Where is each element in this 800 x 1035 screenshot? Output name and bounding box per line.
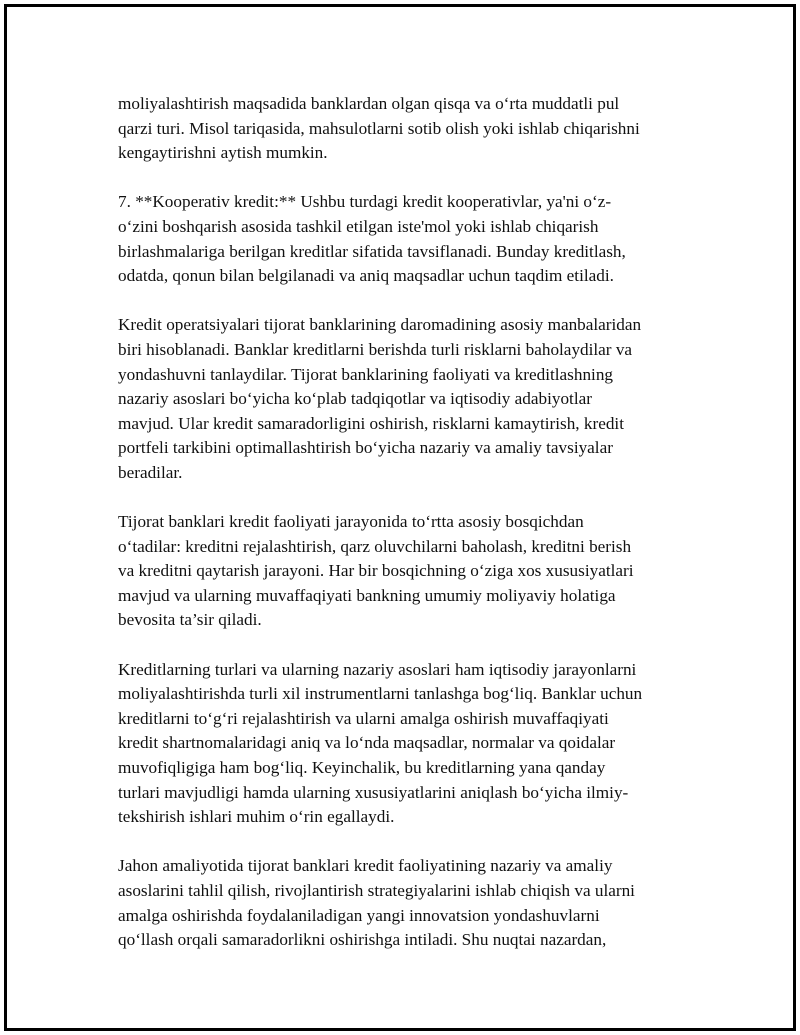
text-line: birlashmalariga berilgan kreditlar sifatida tavsiflanadi. Bunday kreditlash, [118, 241, 626, 261]
text-line: nazariy asoslari bo‘yicha ko‘plab tadqiqotlar va iqtisodiy adabiyotlar [118, 389, 592, 409]
text-line: odatda, qonun bilan belgilanadi va aniq maqsadlar uchun taqdim etiladi. [118, 266, 614, 286]
text-line: biri hisoblanadi. Banklar kreditlarni berishda turli risklarni baholaydilar va [118, 339, 633, 359]
text-line: bevosita ta’sir qiladi. [118, 610, 262, 630]
text-line: portfeli tarkibini optimallashtirish bo‘yicha nazariy va amaliy tavsiyalar [118, 438, 613, 458]
text-line: Jahon amaliyotida tijorat banklari kredit faoliyatining nazariy va amaliy [118, 856, 613, 876]
text-line: moliyalashtirish maqsadida banklardan olgan qisqa va o‘rta muddatli pul [118, 94, 620, 113]
text-line: Kredit operatsiyalari tijorat banklarining daromadining asosiy manbalaridan [118, 315, 642, 335]
text-line: tekshirish ishlari muhim o‘rin egallaydi. [118, 807, 395, 827]
text-line: kredit shartnomalaridagi aniq va lo‘nda maqsadlar, normalar va qoidalar [118, 733, 616, 753]
text-line: amalga oshirishda foydalaniladigan yangi innovatsion yondashuvlarni [118, 905, 600, 925]
text-line: mavjud va ularning muvaffaqiyati bankning umumiy moliyaviy holatiga [118, 585, 616, 605]
text-line: moliyalashtirishda turli xil instrumentlarni tanlashga bog‘liq. Banklar uchun [118, 684, 643, 704]
text-line: muvofiqligiga ham bog‘liq. Keyinchalik, bu kreditlarning yana qanday [118, 758, 606, 778]
text-line: mavjud. Ular kredit samaradorligini oshirish, risklarni kamaytirish, kredit [118, 413, 624, 433]
text-line: asoslarini tahlil qilish, rivojlantirish strategiyalarini ishlab chiqish va ularni [118, 881, 635, 900]
paragraph-6 [118, 854, 690, 952]
text-line: qo‘llash orqali samaradorlikni oshirishga intiladi. Shu nuqtai nazardan, [118, 930, 607, 950]
text-line: kengaytirishni aytish mumkin. [118, 143, 328, 163]
text-line: turlari mavjudligi hamda ularning xususiyatlarini aniqlash bo‘yicha ilmiy- [118, 782, 629, 802]
text-line: yondashuvni tanlaydilar. Tijorat banklarining faoliyati va kreditlashning [118, 364, 614, 384]
paragraph-5 [118, 658, 690, 830]
text-line: Tijorat banklari kredit faoliyati jarayonida to‘rtta asosiy bosqichdan [118, 512, 584, 532]
paragraph-1 [118, 92, 690, 166]
text-line: va kreditni qaytarish jarayoni. Har bir bosqichning o‘ziga xos xususiyatlari [118, 561, 634, 581]
text-line: kreditlarni to‘g‘ri rejalashtirish va ularni amalga oshirish muvaffaqiyati [118, 708, 609, 728]
document-body [118, 92, 690, 977]
paragraph-2 [118, 190, 690, 288]
text-line: Kreditlarning turlari va ularning nazariy asoslari ham iqtisodiy jarayonlarni [118, 659, 637, 679]
text-line: qarzi turi. Misol tariqasida, mahsulotlarni sotib olish yoki ishlab chiqarishni [118, 118, 640, 138]
text-line: beradilar. [118, 462, 183, 482]
paragraph-3 [118, 313, 690, 485]
paragraph-4 [118, 510, 690, 633]
text-line: o‘tadilar: kreditni rejalashtirish, qarz oluvchilarni baholash, kreditni berish [118, 536, 632, 556]
text-line: o‘zini boshqarish asosida tashkil etilgan iste'mol yoki ishlab chiqarish [118, 216, 599, 236]
text-line: 7. **Kooperativ kredit:** Ushbu turdagi kredit kooperativlar, ya'ni o‘z- [118, 192, 612, 212]
